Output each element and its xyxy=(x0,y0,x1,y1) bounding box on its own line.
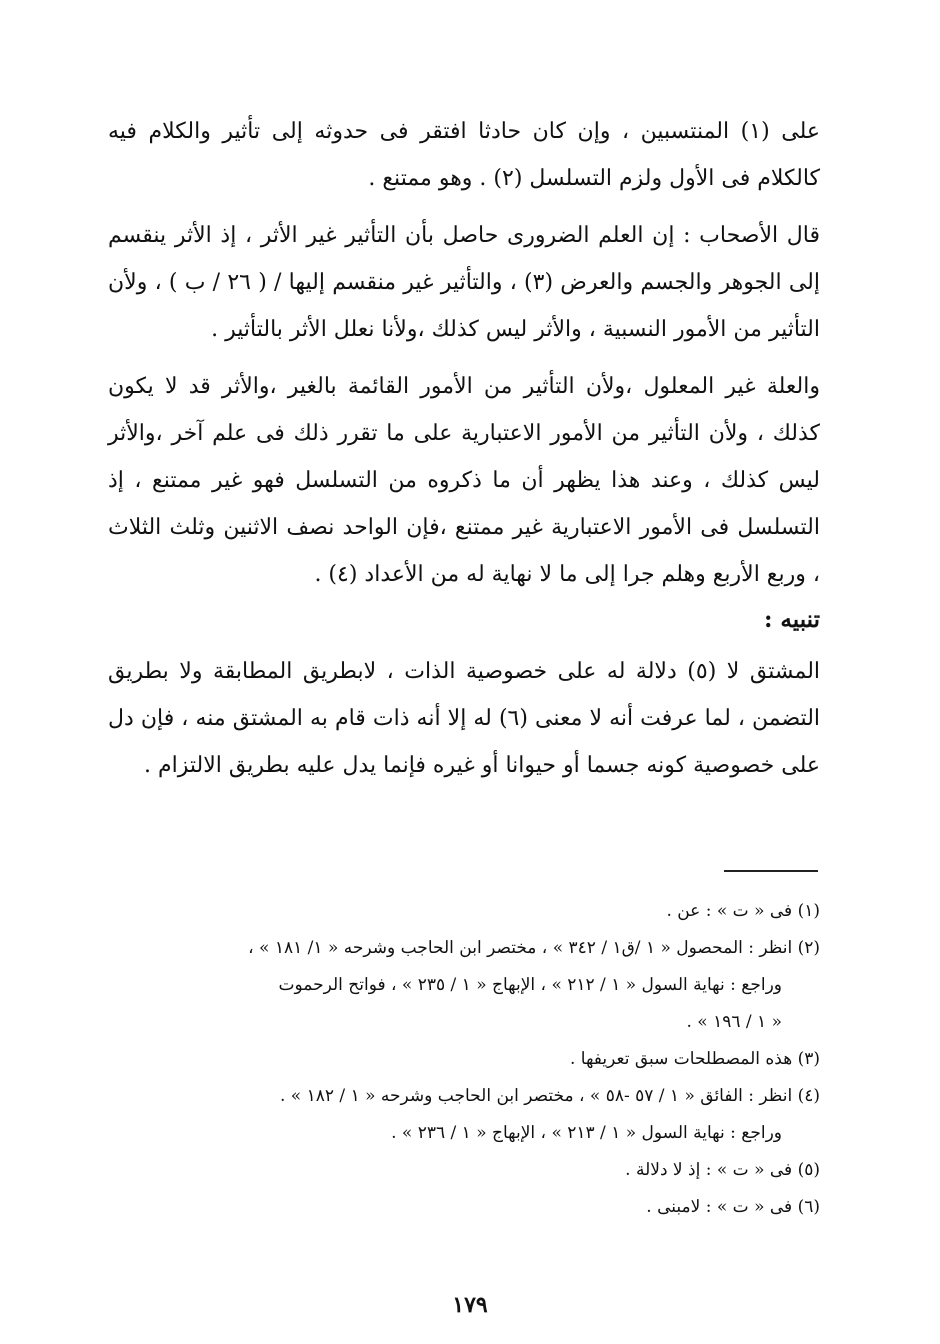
paragraph-4: المشتق لا (٥) دلالة له على خصوصية الذات ، لابطريق المطابقة ولا بطريق التضمن ، لما عرفت أنه لا معنى (٦) له إلا أنه ذات قام به المشتق منه ، فإن دل على خصوصية كونه جسما أو حيوانا أو غيره فإنما يدل عليه بطريق الالتزام . xyxy=(108,659,821,778)
paragraph-1: على (١) المنتسبين ، وإن كان حادثا افتقر فى حدوثه إلى تأثير والكلام فيه كالكلام فى الأول ولزم التسلسل (٢) . وهو ممتنع . xyxy=(108,119,820,191)
footnote-1: (١) فى « ت » : عن . xyxy=(666,901,820,921)
footnote-2-line-2: وراجع : نهاية السول « ١ / ٢١٢ » ، الإبهاج « ١ / ٢٣٥ » ، فواتح الرحموت xyxy=(278,975,782,995)
footnote-6: (٦) فى « ت » : لامبنى . xyxy=(646,1197,820,1217)
paragraph-3: والعلة غير المعلول ،ولأن التأثير من الأمور القائمة بالغير ،والأثر قد لا يكون كذلك ، ولأن التأثير من الأمور الاعتبارية على ما تقرر ذلك فى علم آخر ،والأثر ليس كذلك ، وعند هذا يظهر أن ما ذكروه من التسلسل فهو غير ممتنع ، إذ التسلسل فى الأمور الاعتبارية غير ممتنع ،فإن الواحد نصف الاثنين وثلث الثلاث ، وربع الأربع وهلم جرا إلى ما لا نهاية له من الأعداد (٤) . xyxy=(108,374,820,587)
footnote-divider xyxy=(724,870,818,872)
footnote-2-line-1: (٢) انظر : المحصول « ١ /ق١ / ٣٤٢ » ، مختصر ابن الحاجب وشرحه « ١/ ١٨١ » ، xyxy=(248,938,820,958)
section-heading: تنبيه : xyxy=(763,606,820,633)
footnote-4-line-2: وراجع : نهاية السول « ١ / ٢١٣ » ، الإبهاج « ١ / ٢٣٦ » . xyxy=(391,1123,782,1143)
footnote-3: (٣) هذه المصطلحات سبق تعريفها . xyxy=(569,1049,820,1069)
page-number: ١٧٩ xyxy=(452,1292,488,1318)
footnote-5: (٥) فى « ت » : إذ لا دلالة . xyxy=(625,1160,820,1180)
footnote-2-line-3: « ١ / ١٩٦ » . xyxy=(686,1012,782,1032)
footnotes xyxy=(108,893,820,1226)
main-text-body xyxy=(108,108,820,789)
footnote-4-line-1: (٤) انظر : الفائق « ١ / ٥٧ -٥٨ » ، مختصر ابن الحاجب وشرحه « ١ / ١٨٢ » . xyxy=(280,1086,820,1106)
paragraph-2: قال الأصحاب : إن العلم الضرورى حاصل بأن التأثير غير الأثر ، إذ الأثر ينقسم إلى الجوهر والجسم والعرض (٣) ، والتأثير غير منقسم إليها / ( ٢٦ / ب ) ، ولأن التأثير من الأمور النسبية ، والأثر ليس كذلك ،ولأنا نعلل الأثر بالتأثير . xyxy=(108,223,820,342)
